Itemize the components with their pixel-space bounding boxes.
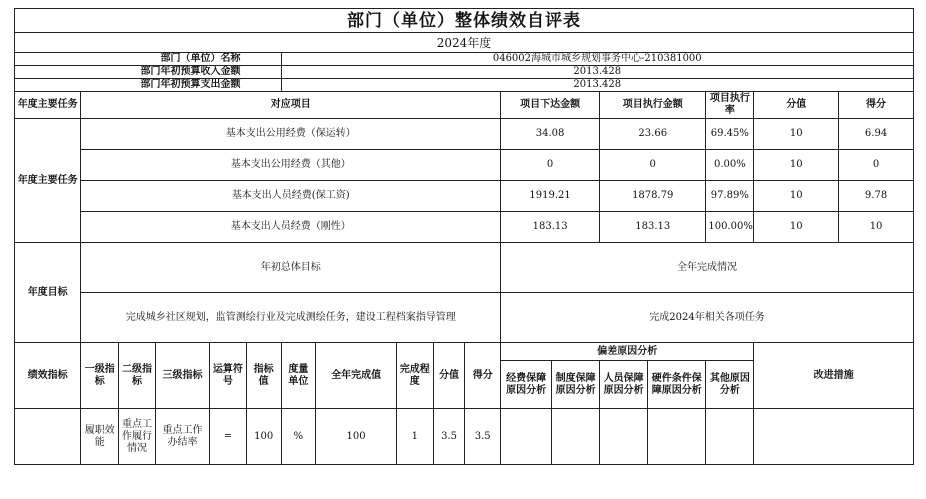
task-header-score: 得分 — [839, 92, 914, 119]
indicator-staff — [600, 409, 648, 465]
task-header-issued: 项目下达金额 — [501, 92, 600, 119]
evaluation-table — [14, 8, 914, 465]
indicator-op-header: 运算符号 — [210, 343, 247, 409]
task-value: 10 — [754, 150, 839, 181]
task-name: 基本支出人员经费(保工资) — [81, 181, 501, 212]
indicator-level1-header: 一级指标 — [81, 343, 119, 409]
task-executed: 183.13 — [600, 212, 706, 243]
task-name: 基本支出公用经费（其他） — [81, 150, 501, 181]
indicator-target-header: 指标值 — [246, 343, 281, 409]
task-issued: 183.13 — [501, 212, 600, 243]
dept-label: 部门（单位）名称 — [15, 53, 282, 66]
indicator-level1: 履职效能 — [81, 409, 119, 465]
expense-row — [15, 79, 914, 92]
goal-header-row — [15, 243, 914, 293]
report-year: 2024年度 — [15, 33, 914, 53]
dept-row — [15, 53, 914, 66]
income-value: 2013.428 — [281, 66, 913, 79]
indicator-econ — [501, 409, 552, 465]
indicator-level2: 重点工作履行情况 — [119, 409, 156, 465]
indicator-score-header: 得分 — [465, 343, 501, 409]
indicator-measures — [754, 409, 914, 465]
indicator-score: 3.5 — [465, 409, 501, 465]
income-row — [15, 66, 914, 79]
task-issued: 34.08 — [501, 119, 600, 150]
indicator-unit-header: 度量单位 — [281, 343, 316, 409]
goal-completion-text: 完成2024年相关各项任务 — [501, 293, 914, 343]
task-score: 0 — [839, 150, 914, 181]
task-name: 基本支出人员经费（刚性） — [81, 212, 501, 243]
expense-value: 2013.428 — [281, 79, 913, 92]
task-header-value: 分值 — [754, 92, 839, 119]
deviation-hardware-header: 硬件条件保障原因分析 — [648, 361, 706, 409]
dept-value: 046002海城市城乡规划事务中心-210381000 — [281, 53, 913, 66]
task-row — [15, 119, 914, 150]
task-score: 10 — [839, 212, 914, 243]
task-executed: 0 — [600, 150, 706, 181]
indicator-op: = — [210, 409, 247, 465]
task-row — [15, 212, 914, 243]
indicator-hardware — [648, 409, 706, 465]
task-header-item: 对应项目 — [81, 92, 501, 119]
deviation-staff-header: 人员保障原因分析 — [600, 361, 648, 409]
task-value: 10 — [754, 181, 839, 212]
goal-content-row — [15, 293, 914, 343]
task-rate: 97.89% — [706, 181, 754, 212]
goal-completion-header: 全年完成情况 — [501, 243, 914, 293]
measures-header: 改进措施 — [754, 343, 914, 409]
indicator-level3-header: 三级指标 — [155, 343, 209, 409]
task-header-rate: 项目执行率 — [706, 92, 754, 119]
task-header-executed: 项目执行金额 — [600, 92, 706, 119]
task-value: 10 — [754, 212, 839, 243]
task-executed: 1878.79 — [600, 181, 706, 212]
task-header-left: 年度主要任务 — [15, 92, 81, 119]
performance-evaluation-sheet — [14, 8, 914, 465]
indicator-row — [15, 409, 914, 465]
task-issued: 1919.21 — [501, 181, 600, 212]
indicator-level2-header: 二级指标 — [119, 343, 156, 409]
task-score: 9.78 — [839, 181, 914, 212]
year-row — [15, 33, 914, 53]
task-row — [15, 181, 914, 212]
indicator-header-row-1 — [15, 343, 914, 361]
indicator-label: 绩效指标 — [15, 343, 81, 409]
deviation-header: 偏差原因分析 — [501, 343, 754, 361]
task-row — [15, 150, 914, 181]
indicator-value: 3.5 — [433, 409, 465, 465]
task-score: 6.94 — [839, 119, 914, 150]
title-row — [15, 9, 914, 33]
indicator-level3: 重点工作办结率 — [155, 409, 209, 465]
task-name: 基本支出公用经费（保运转） — [81, 119, 501, 150]
deviation-system-header: 制度保障原因分析 — [552, 361, 600, 409]
deviation-econ-header: 经费保障原因分析 — [501, 361, 552, 409]
task-executed: 23.66 — [600, 119, 706, 150]
goal-initial-text: 完成城乡社区规划，监管测绘行业及完成测绘任务，建设工程档案指导管理 — [81, 293, 501, 343]
indicator-unit: % — [281, 409, 316, 465]
indicator-value-header: 分值 — [433, 343, 465, 409]
task-section-label: 年度主要任务 — [15, 119, 81, 243]
indicator-degree-header: 完成程度 — [396, 343, 433, 409]
task-rate: 69.45% — [706, 119, 754, 150]
income-label: 部门年初预算收入金额 — [15, 66, 282, 79]
indicator-group-cell — [15, 409, 81, 465]
goal-initial-header: 年初总体目标 — [81, 243, 501, 293]
indicator-actual: 100 — [316, 409, 397, 465]
deviation-other-header: 其他原因分析 — [706, 361, 754, 409]
task-issued: 0 — [501, 150, 600, 181]
indicator-actual-header: 全年完成值 — [316, 343, 397, 409]
task-rate: 0.00% — [706, 150, 754, 181]
indicator-degree: 1 — [396, 409, 433, 465]
expense-label: 部门年初预算支出金额 — [15, 79, 282, 92]
task-header-row — [15, 92, 914, 119]
goal-label: 年度目标 — [15, 243, 81, 343]
task-value: 10 — [754, 119, 839, 150]
indicator-system — [552, 409, 600, 465]
indicator-target: 100 — [246, 409, 281, 465]
task-rate: 100.00% — [706, 212, 754, 243]
indicator-other — [706, 409, 754, 465]
page-title: 部门（单位）整体绩效自评表 — [15, 9, 914, 33]
